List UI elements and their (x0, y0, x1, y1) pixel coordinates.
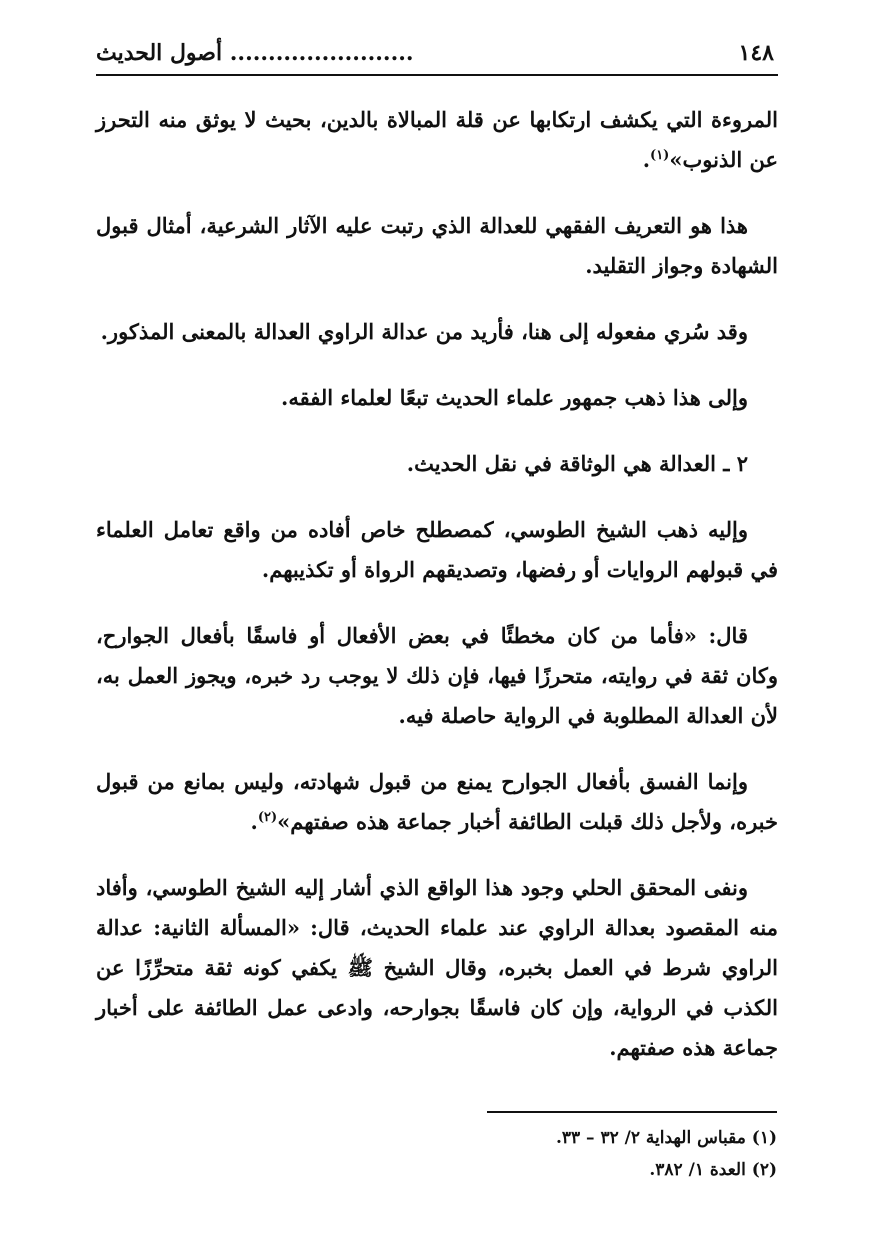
paragraph: ٢ ـ العدالة هي الوثاقة في نقل الحديث. (406, 451, 748, 476)
running-header (96, 36, 778, 76)
footnote-divider (487, 1111, 777, 1113)
footnotes (95, 1122, 777, 1186)
title-leader-dots: ........................ (222, 40, 414, 66)
footnote: (٢) العدة ١/ ٣٨٢. (649, 1160, 777, 1180)
paragraph: هذا هو التعريف الفقهي للعدالة الذي رتبت عليه الآثار الشرعية، أمثال قبول الشهادة وجواز التقليد. (96, 213, 778, 278)
footnote-ref: (٢) (257, 810, 278, 825)
book-title: أصول الحديث (96, 40, 223, 66)
paragraph: المروءة التي يكشف ارتكابها عن قلة المبالاة بالدين، بحيث لا يوثق منه التحرز عن الذنوب»$^{(١)}$. (96, 107, 778, 172)
paragraph: ونفى المحقق الحلي وجود هذا الواقع الذي أشار إليه الشيخ الطوسي، وأفاد منه المقصود بعدالة الراوي عند علماء الحديث، قال: «المسألة الثانية: عدالة الراوي شرط في العمل بخبره، وقال الشيخ ﷺ يكفي كونه ثقة متحرِّزًا عن الكذب في الرواية، وإن كان فاسقًا بجوارحه، وادعى عمل الطائفة على أخبار جماعة هذه صفتهم. (96, 875, 778, 1060)
paragraph: وإليه ذهب الشيخ الطوسي، كمصطلح خاص أفاده من واقع تعامل العلماء في قبولهم الروايات أو رفضها، وتصديقهم الرواة أو تكذيبهم. (96, 517, 778, 582)
page-number: ١٤٨ (738, 40, 774, 66)
footnote-ref: (١) (650, 148, 670, 163)
footnote: (١) مقباس الهداية ٢/ ٣٢ – ٣٣. (555, 1128, 777, 1148)
paragraph: وإلى هذا ذهب جمهور علماء الحديث تبعًا لعلماء الفقه. (281, 385, 748, 410)
paragraph: قال: «فأما من كان مخطئًا في بعض الأفعال أو فاسقًا بأفعال الجوارح، وكان ثقة في روايته، متحرزًا فيها، فإن ذلك لا يوجب رد خبره، ويجوز العمل به، لأن العدالة المطلوبة في الرواية حاصلة فيه. (96, 623, 778, 728)
body-text (96, 100, 778, 1094)
running-title (96, 40, 414, 66)
paragraph: وإنما الفسق بأفعال الجوارح يمنع من قبول شهادته، وليس بمانع من قبول خبره، ولأجل ذلك قبلت الطائفة أخبار جماعة هذه صفتهم»$^{(٢)}$. (96, 769, 778, 834)
paragraph: وقد سُري مفعوله إلى هنا، فأريد من عدالة الراوي العدالة بالمعنى المذكور. (100, 319, 748, 344)
